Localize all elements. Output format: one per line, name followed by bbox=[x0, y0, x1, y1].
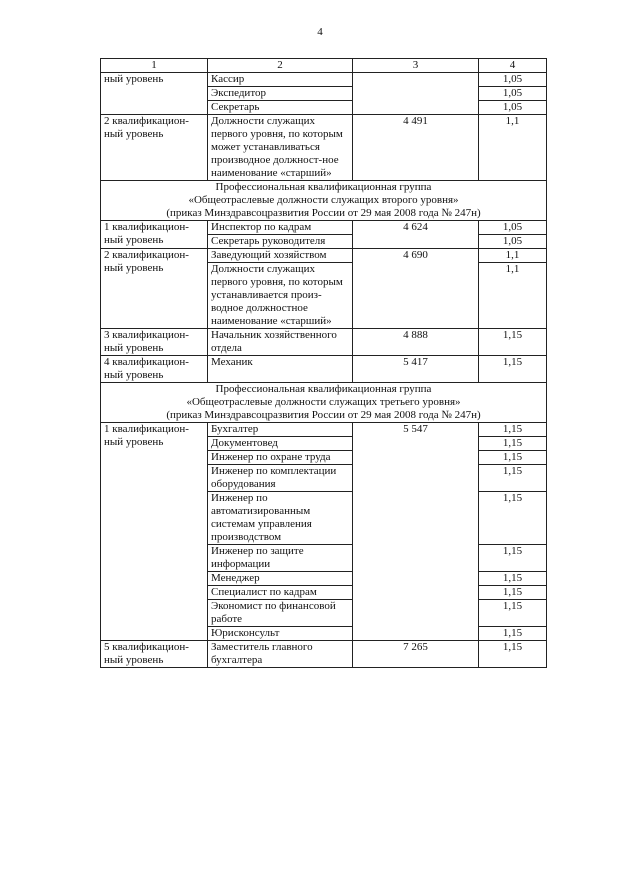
coef-cell: 1,15 bbox=[479, 627, 547, 641]
group-heading bbox=[101, 383, 547, 423]
position-cell: Заместитель главного бухгалтера bbox=[208, 641, 353, 668]
position-cell: Инспектор по кадрам bbox=[208, 221, 353, 235]
coef-cell: 1,15 bbox=[479, 600, 547, 627]
coef-cell: 1,15 bbox=[479, 465, 547, 492]
position-cell: Документовед bbox=[208, 437, 353, 451]
position-cell: Должности служащих первого уровня, по которым устанавливается произ-водное должностное наименование «старший» bbox=[208, 263, 353, 329]
coef-cell: 1,1 bbox=[479, 115, 547, 181]
salary-cell: 4 624 bbox=[353, 221, 479, 249]
coef-cell: 1,15 bbox=[479, 437, 547, 451]
coef-cell: 1,15 bbox=[479, 492, 547, 545]
level-cell: ный уровень bbox=[101, 73, 208, 115]
table-row bbox=[101, 423, 547, 437]
coef-cell: 1,15 bbox=[479, 423, 547, 437]
coef-cell: 1,15 bbox=[479, 545, 547, 572]
group-heading-row bbox=[101, 383, 547, 423]
group-heading-line: Профессиональная квалификационная группа bbox=[215, 383, 432, 395]
salary-table bbox=[100, 58, 547, 668]
coef-cell: 1,15 bbox=[479, 641, 547, 668]
header-col-3: 3 bbox=[353, 59, 479, 73]
position-cell: Секретарь bbox=[208, 101, 353, 115]
page-number: 4 bbox=[317, 26, 323, 38]
group-heading-row bbox=[101, 181, 547, 221]
position-cell: Инженер по автоматизированным системам управления производством bbox=[208, 492, 353, 545]
level-cell: 1 квалификацион-ный уровень bbox=[101, 221, 208, 249]
header-col-2: 2 bbox=[208, 59, 353, 73]
position-cell: Юрисконсульт bbox=[208, 627, 353, 641]
group-heading-line: (приказ Минздравсоцразвития России от 29 мая 2008 года № 247н) bbox=[166, 207, 481, 219]
position-cell: Инженер по охране труда bbox=[208, 451, 353, 465]
level-cell: 3 квалификацион-ный уровень bbox=[101, 329, 208, 356]
header-col-1: 1 bbox=[101, 59, 208, 73]
position-cell: Должности служащих первого уровня, по которым может устанавливаться производное должност-ное наименование «старший» bbox=[208, 115, 353, 181]
coef-cell: 1,15 bbox=[479, 356, 547, 383]
position-cell: Экспедитор bbox=[208, 87, 353, 101]
salary-cell: 5 547 bbox=[353, 423, 479, 641]
position-cell: Бухгалтер bbox=[208, 423, 353, 437]
position-cell: Секретарь руководителя bbox=[208, 235, 353, 249]
table-header-row bbox=[101, 59, 547, 73]
table-row bbox=[101, 329, 547, 356]
salary-cell: 4 888 bbox=[353, 329, 479, 356]
coef-cell: 1,05 bbox=[479, 73, 547, 87]
position-cell: Инженер по комплектации оборудования bbox=[208, 465, 353, 492]
group-heading-line: «Общеотраслевые должности служащих второго уровня» bbox=[188, 194, 459, 206]
salary-cell: 7 265 bbox=[353, 641, 479, 668]
coef-cell: 1,15 bbox=[479, 572, 547, 586]
coef-cell: 1,05 bbox=[479, 221, 547, 235]
level-cell: 5 квалификацион-ный уровень bbox=[101, 641, 208, 668]
position-cell: Механик bbox=[208, 356, 353, 383]
level-cell: 2 квалификацион-ный уровень bbox=[101, 115, 208, 181]
coef-cell: 1,05 bbox=[479, 101, 547, 115]
position-cell: Экономист по финансовой работе bbox=[208, 600, 353, 627]
position-cell: Инженер по защите информации bbox=[208, 545, 353, 572]
salary-cell: 5 417 bbox=[353, 356, 479, 383]
group-heading-line: «Общеотраслевые должности служащих третьего уровня» bbox=[186, 396, 461, 408]
level-cell: 2 квалификацион-ный уровень bbox=[101, 249, 208, 329]
table-row bbox=[101, 221, 547, 235]
salary-cell bbox=[353, 73, 479, 115]
salary-cell: 4 491 bbox=[353, 115, 479, 181]
coef-cell: 1,15 bbox=[479, 451, 547, 465]
level-cell: 1 квалификацион-ный уровень bbox=[101, 423, 208, 641]
position-cell: Менеджер bbox=[208, 572, 353, 586]
position-cell: Кассир bbox=[208, 73, 353, 87]
table-row bbox=[101, 641, 547, 668]
table-row bbox=[101, 356, 547, 383]
coef-cell: 1,1 bbox=[479, 263, 547, 329]
group-heading-line: Профессиональная квалификационная группа bbox=[215, 181, 432, 193]
coef-cell: 1,1 bbox=[479, 249, 547, 263]
header-col-4: 4 bbox=[479, 59, 547, 73]
level-cell: 4 квалификацион-ный уровень bbox=[101, 356, 208, 383]
table-row bbox=[101, 73, 547, 87]
position-cell: Заведующий хозяйством bbox=[208, 249, 353, 263]
coef-cell: 1,05 bbox=[479, 87, 547, 101]
salary-cell: 4 690 bbox=[353, 249, 479, 329]
table-row bbox=[101, 249, 547, 263]
position-cell: Специалист по кадрам bbox=[208, 586, 353, 600]
group-heading-line: (приказ Минздравсоцразвития России от 29 мая 2008 года № 247н) bbox=[166, 409, 481, 421]
group-heading bbox=[101, 181, 547, 221]
coef-cell: 1,05 bbox=[479, 235, 547, 249]
coef-cell: 1,15 bbox=[479, 329, 547, 356]
table-row bbox=[101, 115, 547, 181]
coef-cell: 1,15 bbox=[479, 586, 547, 600]
position-cell: Начальник хозяйственного отдела bbox=[208, 329, 353, 356]
